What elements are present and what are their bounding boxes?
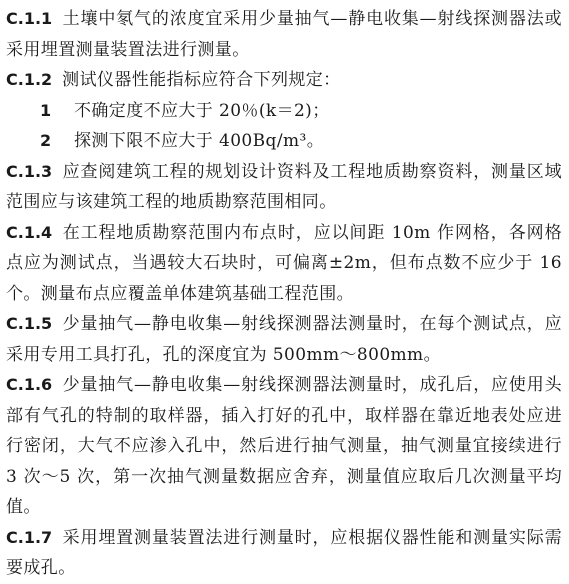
clause-text: 土壤中氡气的浓度宜采用少量抽气—静电收集—射线探测器法或采用埋置测量装置法进行测量。 [6,9,562,60]
clause-c-1-3 [6,157,562,218]
clause-number: C.1.1 [6,9,53,28]
clause-c-1-6 [6,370,562,523]
clause-number: C.1.4 [6,222,53,242]
list-item [6,96,562,127]
clause-c-1-4 [6,218,562,310]
clause-number: C.1.7 [6,527,53,547]
clause-text: 应查阅建筑工程的规划设计资料及工程地质勘察资料，测量区域范围应与该建筑工程的地质勘察范围相同。 [6,161,562,212]
clause-number: C.1.6 [6,375,53,394]
item-number: 2 [40,131,52,150]
clause-text: 少量抽气—静电收集—射线探测器法测量时，成孔后，应使用头部有气孔的特制的取样器，插入打好的孔中，取样器在靠近地表处应进行密闭，大气不应渗入孔中，然后进行抽气测量，抽气测量宜接续进行 3 次～5 次，第一次抽气测量数据应舍弃，测量值应取后几次测量平均值。 [6,375,562,517]
clause-c-1-2 [6,65,562,96]
clause-number: C.1.3 [6,161,53,181]
clause-text: 少量抽气—静电收集—射线探测器法测量时，在每个测试点，应采用专用工具打孔，孔的深度宜为 500mm～800mm。 [6,314,562,365]
clause-c-1-5 [6,309,562,370]
item-text: 不确定度不应大于 20％(k＝2)； [74,100,330,121]
document-page [6,4,562,584]
item-text: 探测下限不应大于 400Bq/m³。 [74,131,325,151]
clause-c-1-1 [6,4,562,65]
clause-number: C.1.5 [6,314,53,333]
item-number: 1 [40,100,52,120]
clause-number: C.1.2 [6,70,53,89]
clause-text: 测试仪器性能指标应符合下列规定： [62,70,341,90]
list-item [6,126,562,157]
clause-c-1-7 [6,523,562,584]
clause-text: 采用埋置测量装置法进行测量时，应根据仪器性能和测量实际需要成孔。 [6,527,562,578]
clause-text: 在工程地质勘察范围内布点时，应以间距 10m 作网格，各网格点应为测试点，当遇较大石块时，可偏离±2m，但布点数不应少于 16 个。测量布点应覆盖单体建筑基础工程范围。 [6,222,562,304]
